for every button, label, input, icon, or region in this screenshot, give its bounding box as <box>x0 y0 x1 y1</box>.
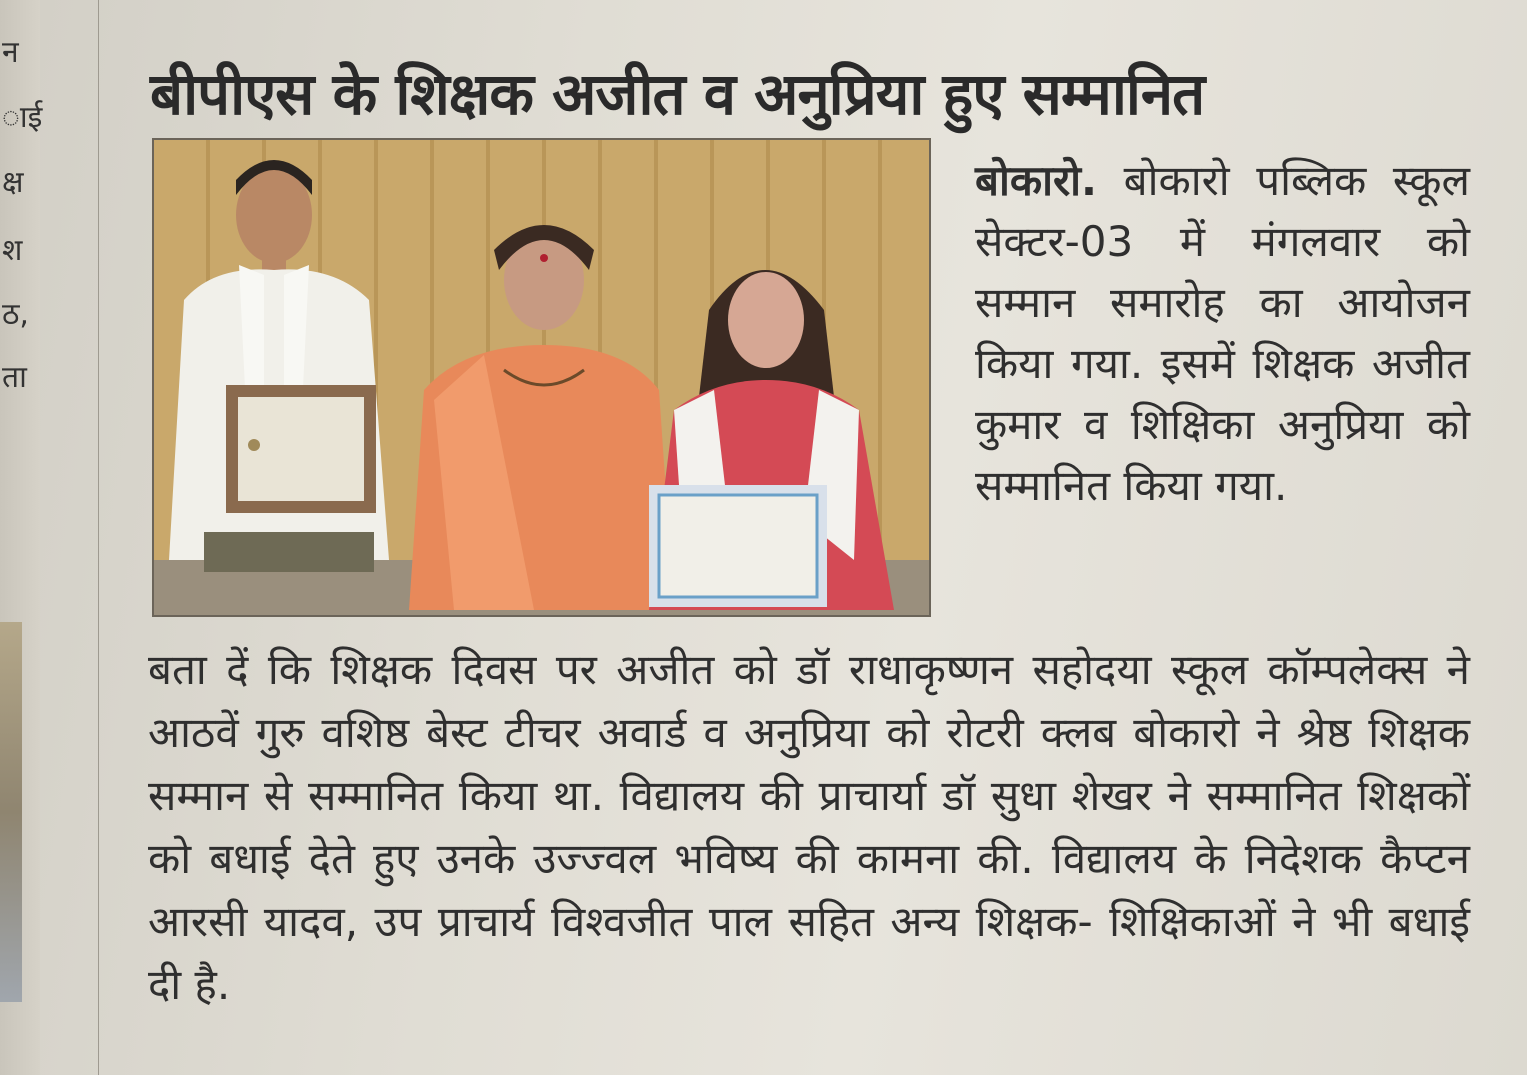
adjacent-fragment: श <box>2 233 23 268</box>
article-headline: बीपीएस के शिक्षक अजीत व अनुप्रिया हुए सम्मानित <box>150 60 1205 128</box>
adjacent-fragment: ठ, <box>2 297 29 332</box>
adjacent-photo-edge <box>0 622 22 1002</box>
adjacent-column <box>0 0 43 1075</box>
person-man <box>169 160 389 572</box>
column-rule <box>98 0 99 1075</box>
person-woman <box>649 270 894 610</box>
photo-illustration <box>154 140 929 615</box>
intro-text: बोकारो पब्लिक स्कूल सेक्टर-03 में मंगलवार को सम्मान समारोह का आयोजन किया गया. इसमें शिक्षक अजीत कुमार व शिक्षिका अनुप्रिया को सम्मानित किया गया. <box>975 156 1470 510</box>
article-intro <box>975 150 1470 516</box>
person-principal <box>409 225 674 610</box>
adjacent-fragment: ता <box>2 360 27 395</box>
adjacent-fragment: न <box>2 35 19 70</box>
adjacent-fragment: क्ष <box>2 165 24 200</box>
article-body: बता दें कि शिक्षक दिवस पर अजीत को डॉ राधाकृष्णन सहोदया स्कूल कॉम्पलेक्स ने आठवें गुरु वशिष्ठ बेस्ट टीचर अवार्ड व अनुप्रिया को रोटरी क्लब बोकारो ने श्रेष्ठ शिक्षक सम्मान से सम्मानित किया था. विद्यालय की प्राचार्या डॉ सुधा शेखर ने सम्मानित शिक्षकों को बधाई देते हुए उनके उज्ज्वल भविष्य की कामना की. विद्यालय के निदेशक कैप्टन आरसी यादव, उप प्राचार्य विश्वजीत पाल सहित अन्य शिक्षक- शिक्षिकाओं ने भी बधाई दी है. <box>148 645 1470 1009</box>
adjacent-fragment: ाई <box>2 100 43 135</box>
dateline: बोकारो. <box>975 156 1098 205</box>
article-photo <box>152 138 931 617</box>
